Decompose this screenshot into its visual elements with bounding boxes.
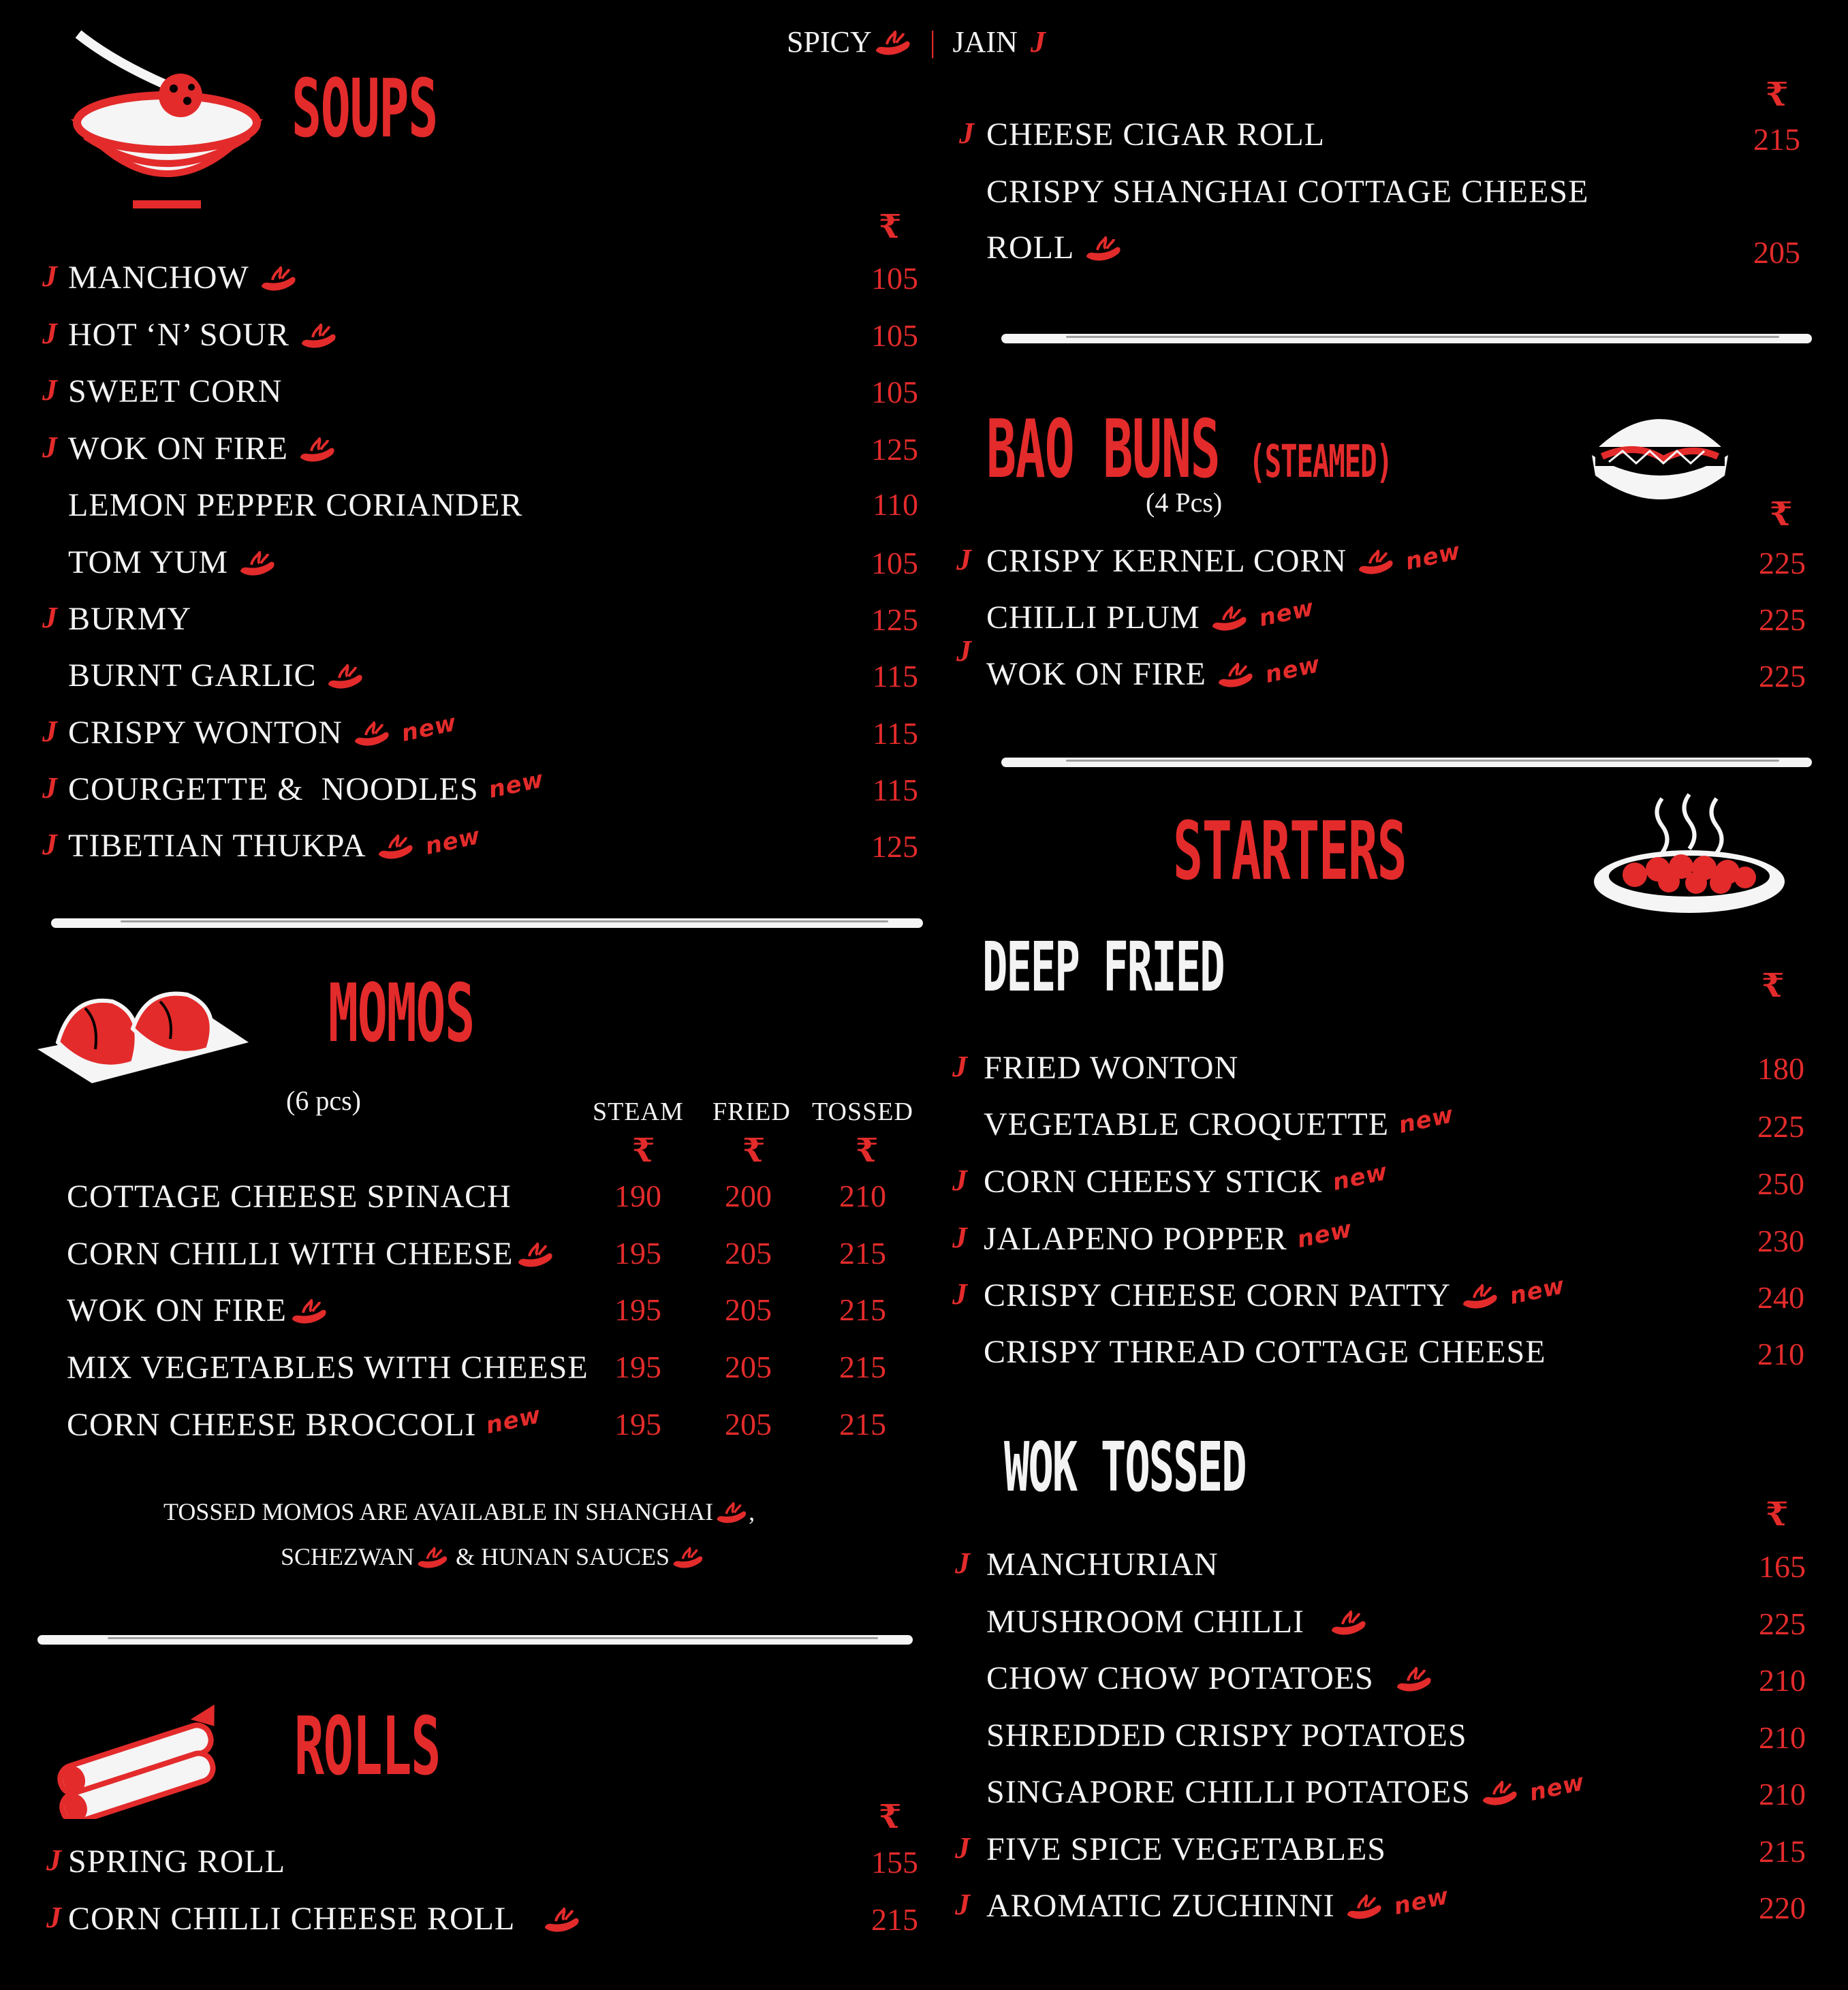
chili-icon [326, 664, 365, 693]
new-badge: new [1396, 1100, 1457, 1140]
list-item: WOK ON FIRE new [986, 650, 1323, 692]
price: 215 [1753, 122, 1800, 157]
list-item: CORN CHEESE BROCCOLI new [67, 1401, 544, 1443]
chili-icon [298, 437, 337, 466]
list-item: CHEESE CIGAR ROLL [986, 116, 1325, 153]
jain-icon: J [955, 1831, 970, 1865]
price: 215 [839, 1407, 886, 1442]
price: 115 [872, 659, 918, 694]
list-item: FRIED WONTON [984, 1050, 1239, 1086]
price: 115 [872, 716, 918, 751]
chili-icon [873, 31, 913, 59]
new-badge: new [1507, 1271, 1567, 1311]
chili-icon [516, 1243, 555, 1271]
momos-note-line2: SCHEZWAN & HUNAN SAUCES [281, 1542, 705, 1572]
chili-icon [352, 721, 392, 750]
chili-icon [1480, 1781, 1520, 1809]
new-badge: new [486, 765, 546, 805]
list-item: HOT ‘N’ SOUR [68, 319, 339, 352]
price: 225 [1759, 1606, 1806, 1641]
price: 125 [871, 432, 918, 467]
jain-icon: J [46, 1901, 61, 1934]
list-item: CRISPY SHANGHAI COTTAGE CHEESE [986, 174, 1589, 210]
soup-bowl-icon [65, 20, 269, 225]
price: 155 [871, 1845, 918, 1880]
price: 205 [725, 1350, 772, 1384]
price: 105 [871, 375, 918, 409]
jain-icon: J [959, 116, 974, 150]
new-badge: new [1294, 1215, 1355, 1254]
chili-icon [299, 324, 339, 352]
price: 195 [614, 1407, 661, 1442]
deep-fried-rupee-icon: ₹ [1761, 968, 1785, 1004]
list-item: FIVE SPICE VEGETABLES [986, 1831, 1386, 1867]
list-item: JALAPENO POPPER new [984, 1215, 1355, 1257]
jain-icon: J [952, 1164, 967, 1197]
price: 115 [872, 773, 918, 807]
jain-icon: J [956, 634, 971, 668]
price: 215 [1759, 1834, 1806, 1869]
price: 195 [614, 1350, 661, 1384]
jain-icon: J [42, 771, 57, 805]
momos-note-line1: TOSSED MOMOS ARE AVAILABLE IN SHANGHAI , [163, 1498, 755, 1525]
price: 220 [1759, 1891, 1806, 1925]
jain-icon: J [955, 1546, 970, 1580]
jain-icon: J [46, 1844, 61, 1877]
list-item: WOK ON FIRE [68, 433, 337, 466]
jain-icon: J [952, 1050, 967, 1083]
jain-icon: J [42, 715, 57, 748]
jain-icon: J [956, 543, 971, 576]
new-badge: new [1262, 650, 1323, 689]
rolls-rupee-icon-right: ₹ [1766, 77, 1789, 113]
chili-icon [1216, 663, 1255, 691]
legend-separator: | [929, 25, 936, 59]
price: 230 [1757, 1224, 1804, 1258]
list-item: COTTAGE CHEESE SPINACH [67, 1179, 512, 1215]
price: 125 [871, 602, 918, 637]
legend [787, 25, 1046, 59]
price: 165 [1759, 1549, 1806, 1584]
new-badge: new [484, 1401, 544, 1440]
chili-icon [1329, 1611, 1368, 1639]
chili-icon [1210, 606, 1249, 635]
jain-icon: J [42, 373, 57, 407]
rolls-rupee-icon: ₹ [879, 1799, 902, 1835]
jain-icon: J [42, 431, 57, 464]
price: 200 [725, 1179, 772, 1213]
new-badge: new [1391, 1882, 1452, 1921]
jain-icon: J [42, 317, 57, 350]
divider [1001, 334, 1812, 343]
chili-icon [238, 551, 277, 580]
deep-fried-title: DEEP FRIED [982, 927, 1224, 1007]
column-header-fried: FRIED [712, 1098, 791, 1126]
wok-tossed-rupee-icon: ₹ [1766, 1497, 1789, 1533]
momos-icon [31, 974, 255, 1090]
bao-qty: (4 Pcs) [1146, 487, 1223, 518]
divider [1001, 758, 1812, 767]
bao-bun-icon [1582, 394, 1738, 523]
new-badge: new [1526, 1768, 1587, 1807]
price: 210 [1759, 1663, 1806, 1698]
jain-icon: J [952, 1221, 967, 1254]
price: 215 [839, 1236, 886, 1271]
price: 110 [872, 487, 918, 522]
list-item-continued: ROLL [986, 232, 1123, 265]
list-item: CRISPY KERNEL CORN new [986, 537, 1464, 579]
price: 225 [1759, 546, 1806, 580]
new-badge: new [422, 822, 483, 861]
chili-icon [1084, 236, 1123, 265]
new-badge: new [1330, 1157, 1390, 1197]
price: 210 [1759, 1777, 1806, 1812]
price: 195 [614, 1236, 661, 1271]
new-badge: new [1256, 593, 1317, 633]
jain-icon: J [952, 1277, 967, 1311]
list-item: CHOW CHOW POTATOES [986, 1662, 1434, 1696]
list-item: CRISPY WONTON new [68, 709, 459, 751]
list-item: MANCHOW [68, 262, 298, 295]
rolls-title: ROLLS [294, 1699, 441, 1793]
legend-jain-label: JAIN [952, 25, 1018, 59]
bao-rupee-icon: ₹ [1770, 497, 1793, 533]
chili-icon [715, 1502, 749, 1527]
hot-plate-icon [1587, 792, 1791, 928]
list-item: AROMATIC ZUCHINNI new [986, 1882, 1452, 1924]
list-item: SWEET CORN [68, 373, 283, 409]
list-item: SPRING ROLL [68, 1844, 286, 1880]
bao-title: BAO BUNS (STEAMED) [986, 402, 1392, 496]
list-item: CRISPY THREAD COTTAGE CHEESE [984, 1334, 1546, 1370]
list-item: VEGETABLE CROQUETTE new [984, 1100, 1457, 1142]
chili-icon [1394, 1667, 1434, 1696]
momos-rupee-tossed-icon: ₹ [856, 1133, 879, 1169]
list-item: CORN CHEESY STICK new [984, 1157, 1390, 1200]
starters-title: STARTERS [1173, 804, 1407, 898]
price: 215 [839, 1292, 886, 1327]
list-item: TIBETIAN THUKPA new [68, 822, 483, 864]
jain-icon: J [42, 828, 57, 861]
momos-rupee-steam-icon: ₹ [632, 1133, 655, 1169]
list-item: BURNT GARLIC [68, 659, 365, 693]
momos-rupee-fried-icon: ₹ [742, 1133, 766, 1169]
price: 210 [1759, 1720, 1806, 1755]
price: 225 [1757, 1109, 1804, 1144]
soups-rupee-icon: ₹ [879, 209, 902, 245]
price: 190 [614, 1179, 661, 1213]
rolls-icon [44, 1703, 235, 1819]
chili-icon [289, 1299, 329, 1328]
price: 250 [1757, 1166, 1804, 1201]
price: 195 [614, 1292, 661, 1327]
legend-spicy-label: SPICY [787, 25, 872, 59]
price: 215 [839, 1350, 886, 1384]
chili-icon [259, 266, 298, 295]
jain-icon: J [1030, 25, 1046, 59]
list-item: TOM YUM [68, 546, 277, 580]
price: 215 [871, 1902, 918, 1937]
price: 205 [725, 1292, 772, 1327]
price: 180 [1757, 1051, 1804, 1086]
jain-icon: J [42, 601, 57, 634]
list-item: MUSHROOM CHILLI [986, 1606, 1368, 1639]
divider [37, 1635, 913, 1645]
list-item: SHREDDED CRISPY POTATOES [986, 1717, 1467, 1754]
chili-icon [671, 1547, 705, 1572]
price: 210 [1757, 1337, 1804, 1371]
list-item: CORN CHILLI CHEESE ROLL [68, 1903, 582, 1936]
chili-icon [1356, 550, 1396, 578]
price: 205 [725, 1236, 772, 1271]
list-item: CHILLI PLUM new [986, 593, 1317, 636]
chili-icon [1460, 1284, 1500, 1313]
chili-icon [416, 1547, 450, 1572]
list-item: WOK ON FIRE [67, 1294, 329, 1328]
list-item: COURGETTE & NOODLES new [68, 765, 546, 807]
list-item: SINGAPORE CHILLI POTATOES new [986, 1768, 1587, 1810]
price: 225 [1759, 659, 1806, 694]
soups-title: SOUPS [292, 61, 438, 155]
chili-icon [1345, 1895, 1384, 1923]
price: 125 [871, 829, 918, 864]
wok-tossed-title: WOK TOSSED [1004, 1427, 1246, 1507]
price: 105 [871, 318, 918, 353]
price: 105 [871, 261, 918, 296]
price: 225 [1759, 602, 1806, 637]
list-item: MIX VEGETABLES WITH CHEESE [67, 1350, 589, 1386]
divider [51, 918, 923, 928]
price: 240 [1757, 1280, 1804, 1315]
price: 205 [1753, 235, 1800, 270]
new-badge: new [398, 709, 459, 748]
price: 210 [839, 1179, 886, 1213]
list-item: LEMON PEPPER CORIANDER [68, 487, 523, 523]
momos-qty: (6 pcs) [286, 1085, 361, 1116]
list-item: BURMY [68, 601, 192, 637]
chili-icon [542, 1908, 582, 1936]
jain-icon: J [42, 260, 57, 293]
list-item: CRISPY CHEESE CORN PATTY new [984, 1271, 1567, 1313]
column-header-steam: STEAM [593, 1098, 684, 1126]
jain-icon: J [955, 1888, 970, 1921]
price: 105 [871, 546, 918, 580]
price: 205 [725, 1407, 772, 1442]
column-header-tossed: TOSSED [812, 1098, 913, 1126]
list-item: CORN CHILLI WITH CHEESE [67, 1238, 555, 1271]
chili-icon [376, 835, 416, 863]
momos-title: MOMOS [328, 966, 475, 1060]
new-badge: new [1403, 537, 1464, 576]
list-item: MANCHURIAN [986, 1546, 1219, 1583]
